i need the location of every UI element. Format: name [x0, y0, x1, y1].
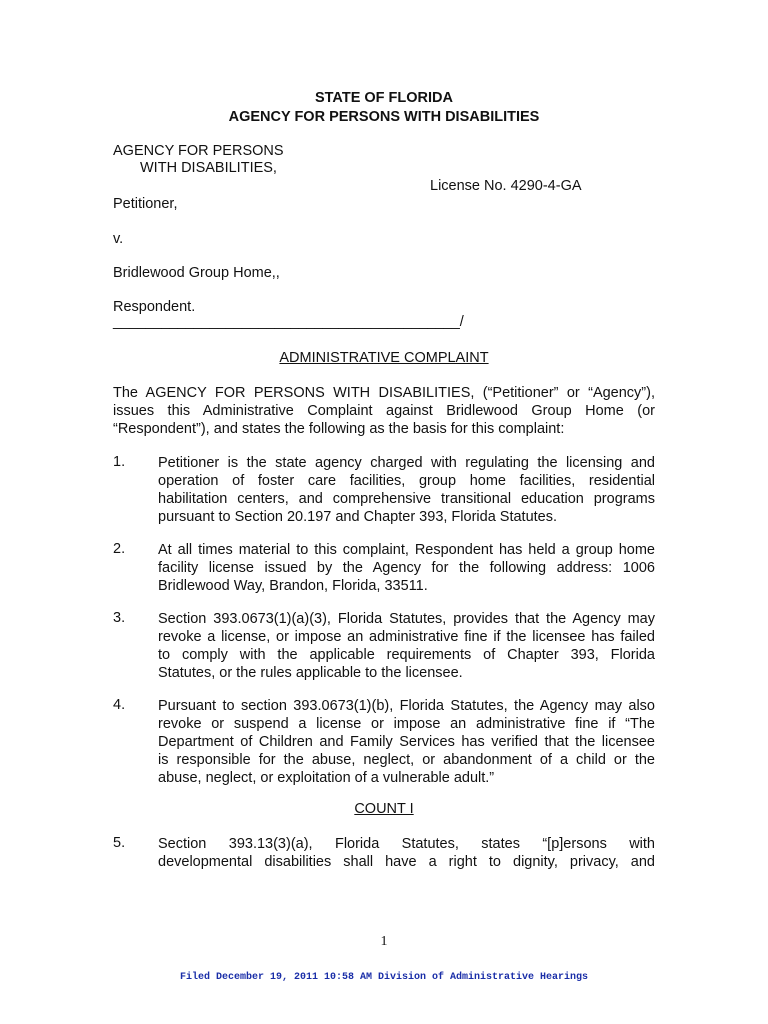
paragraph-line: Bridlewood Way, Brandon, Florida, 33511. — [158, 578, 428, 594]
caption-signature-rule: ___________________________________________/ — [113, 314, 464, 330]
count-heading: COUNT I — [354, 801, 414, 817]
paragraph-5 — [158, 835, 655, 871]
document-title: ADMINISTRATIVE COMPLAINT — [279, 350, 489, 366]
respondent-name: Bridlewood Group Home,, — [113, 265, 280, 281]
paragraph-3 — [158, 610, 655, 682]
paragraph-line: is responsible for the abuse, neglect, or abandonment of a child or the — [158, 752, 655, 768]
paragraph-line: habilitation centers, and comprehensive transitional education programs — [158, 491, 655, 507]
paragraph-line: abuse, neglect, or exploitation of a vulnerable adult.” — [158, 770, 495, 786]
paragraph-line: Petitioner is the state agency charged with regulating the licensing and — [158, 455, 655, 471]
page-number: 1 — [380, 934, 388, 949]
paragraph-line: pursuant to Section 20.197 and Chapter 393, Florida Statutes. — [158, 509, 558, 525]
paragraph-line: revoke a license, or impose an administrative fine if the licensee has failed — [158, 629, 655, 645]
versus-label: v. — [113, 231, 124, 247]
paragraph-line: operation of foster care facilities, group home facilities, residential — [158, 473, 655, 489]
intro-line: “Respondent”), and states the following as the basis for this complaint: — [113, 421, 565, 437]
license-number: License No. 4290-4-GA — [430, 178, 582, 194]
paragraph-4 — [158, 697, 655, 787]
state-heading: STATE OF FLORIDA — [314, 90, 453, 106]
agency-heading: AGENCY FOR PERSONS WITH DISABILITIES — [228, 109, 540, 125]
paragraph-line: At all times material to this complaint, Respondent has held a group home — [158, 542, 655, 558]
respondent-label: Respondent. — [113, 299, 196, 315]
paragraph-number: 3. — [113, 610, 126, 626]
paragraph-2 — [158, 541, 655, 595]
intro-paragraph — [113, 384, 655, 438]
paragraph-line: Department of Children and Family Services has verified that the licensee — [158, 734, 655, 750]
paragraph-line: facility license issued by the Agency for the following address: 1006 — [158, 560, 655, 576]
paragraph-number: 4. — [113, 697, 126, 713]
paragraph-1 — [158, 454, 655, 526]
paragraph-line: to comply with the applicable requirements of Chapter 393, Florida — [158, 647, 655, 663]
petitioner-name-line2: WITH DISABILITIES, — [140, 160, 277, 176]
paragraph-line: revoke or suspend a license or impose an administrative fine if “The — [158, 716, 655, 732]
paragraph-number: 5. — [113, 835, 126, 851]
petitioner-label: Petitioner, — [113, 196, 178, 212]
paragraph-number: 1. — [113, 454, 126, 470]
paragraph-line: Section 393.0673(1)(a)(3), Florida Statutes, provides that the Agency may — [158, 611, 655, 627]
intro-line: issues this Administrative Complaint against Bridlewood Group Home (or — [113, 403, 655, 419]
petitioner-name-line1: AGENCY FOR PERSONS — [113, 143, 284, 159]
paragraph-line: developmental disabilities shall have a right to dignity, privacy, and — [158, 854, 655, 870]
paragraph-number: 2. — [113, 541, 126, 557]
paragraph-line: Pursuant to section 393.0673(1)(b), Florida Statutes, the Agency may also — [158, 698, 655, 714]
intro-line: The AGENCY FOR PERSONS WITH DISABILITIES, (“Petitioner” or “Agency”), — [113, 385, 655, 401]
paragraph-line: Statutes, or the rules applicable to the licensee. — [158, 665, 463, 681]
filed-stamp: Filed December 19, 2011 10:58 AM Division of Administrative Hearings — [179, 972, 589, 983]
paragraph-line: Section 393.13(3)(a), Florida Statutes, states “[p]ersons with — [158, 836, 655, 852]
